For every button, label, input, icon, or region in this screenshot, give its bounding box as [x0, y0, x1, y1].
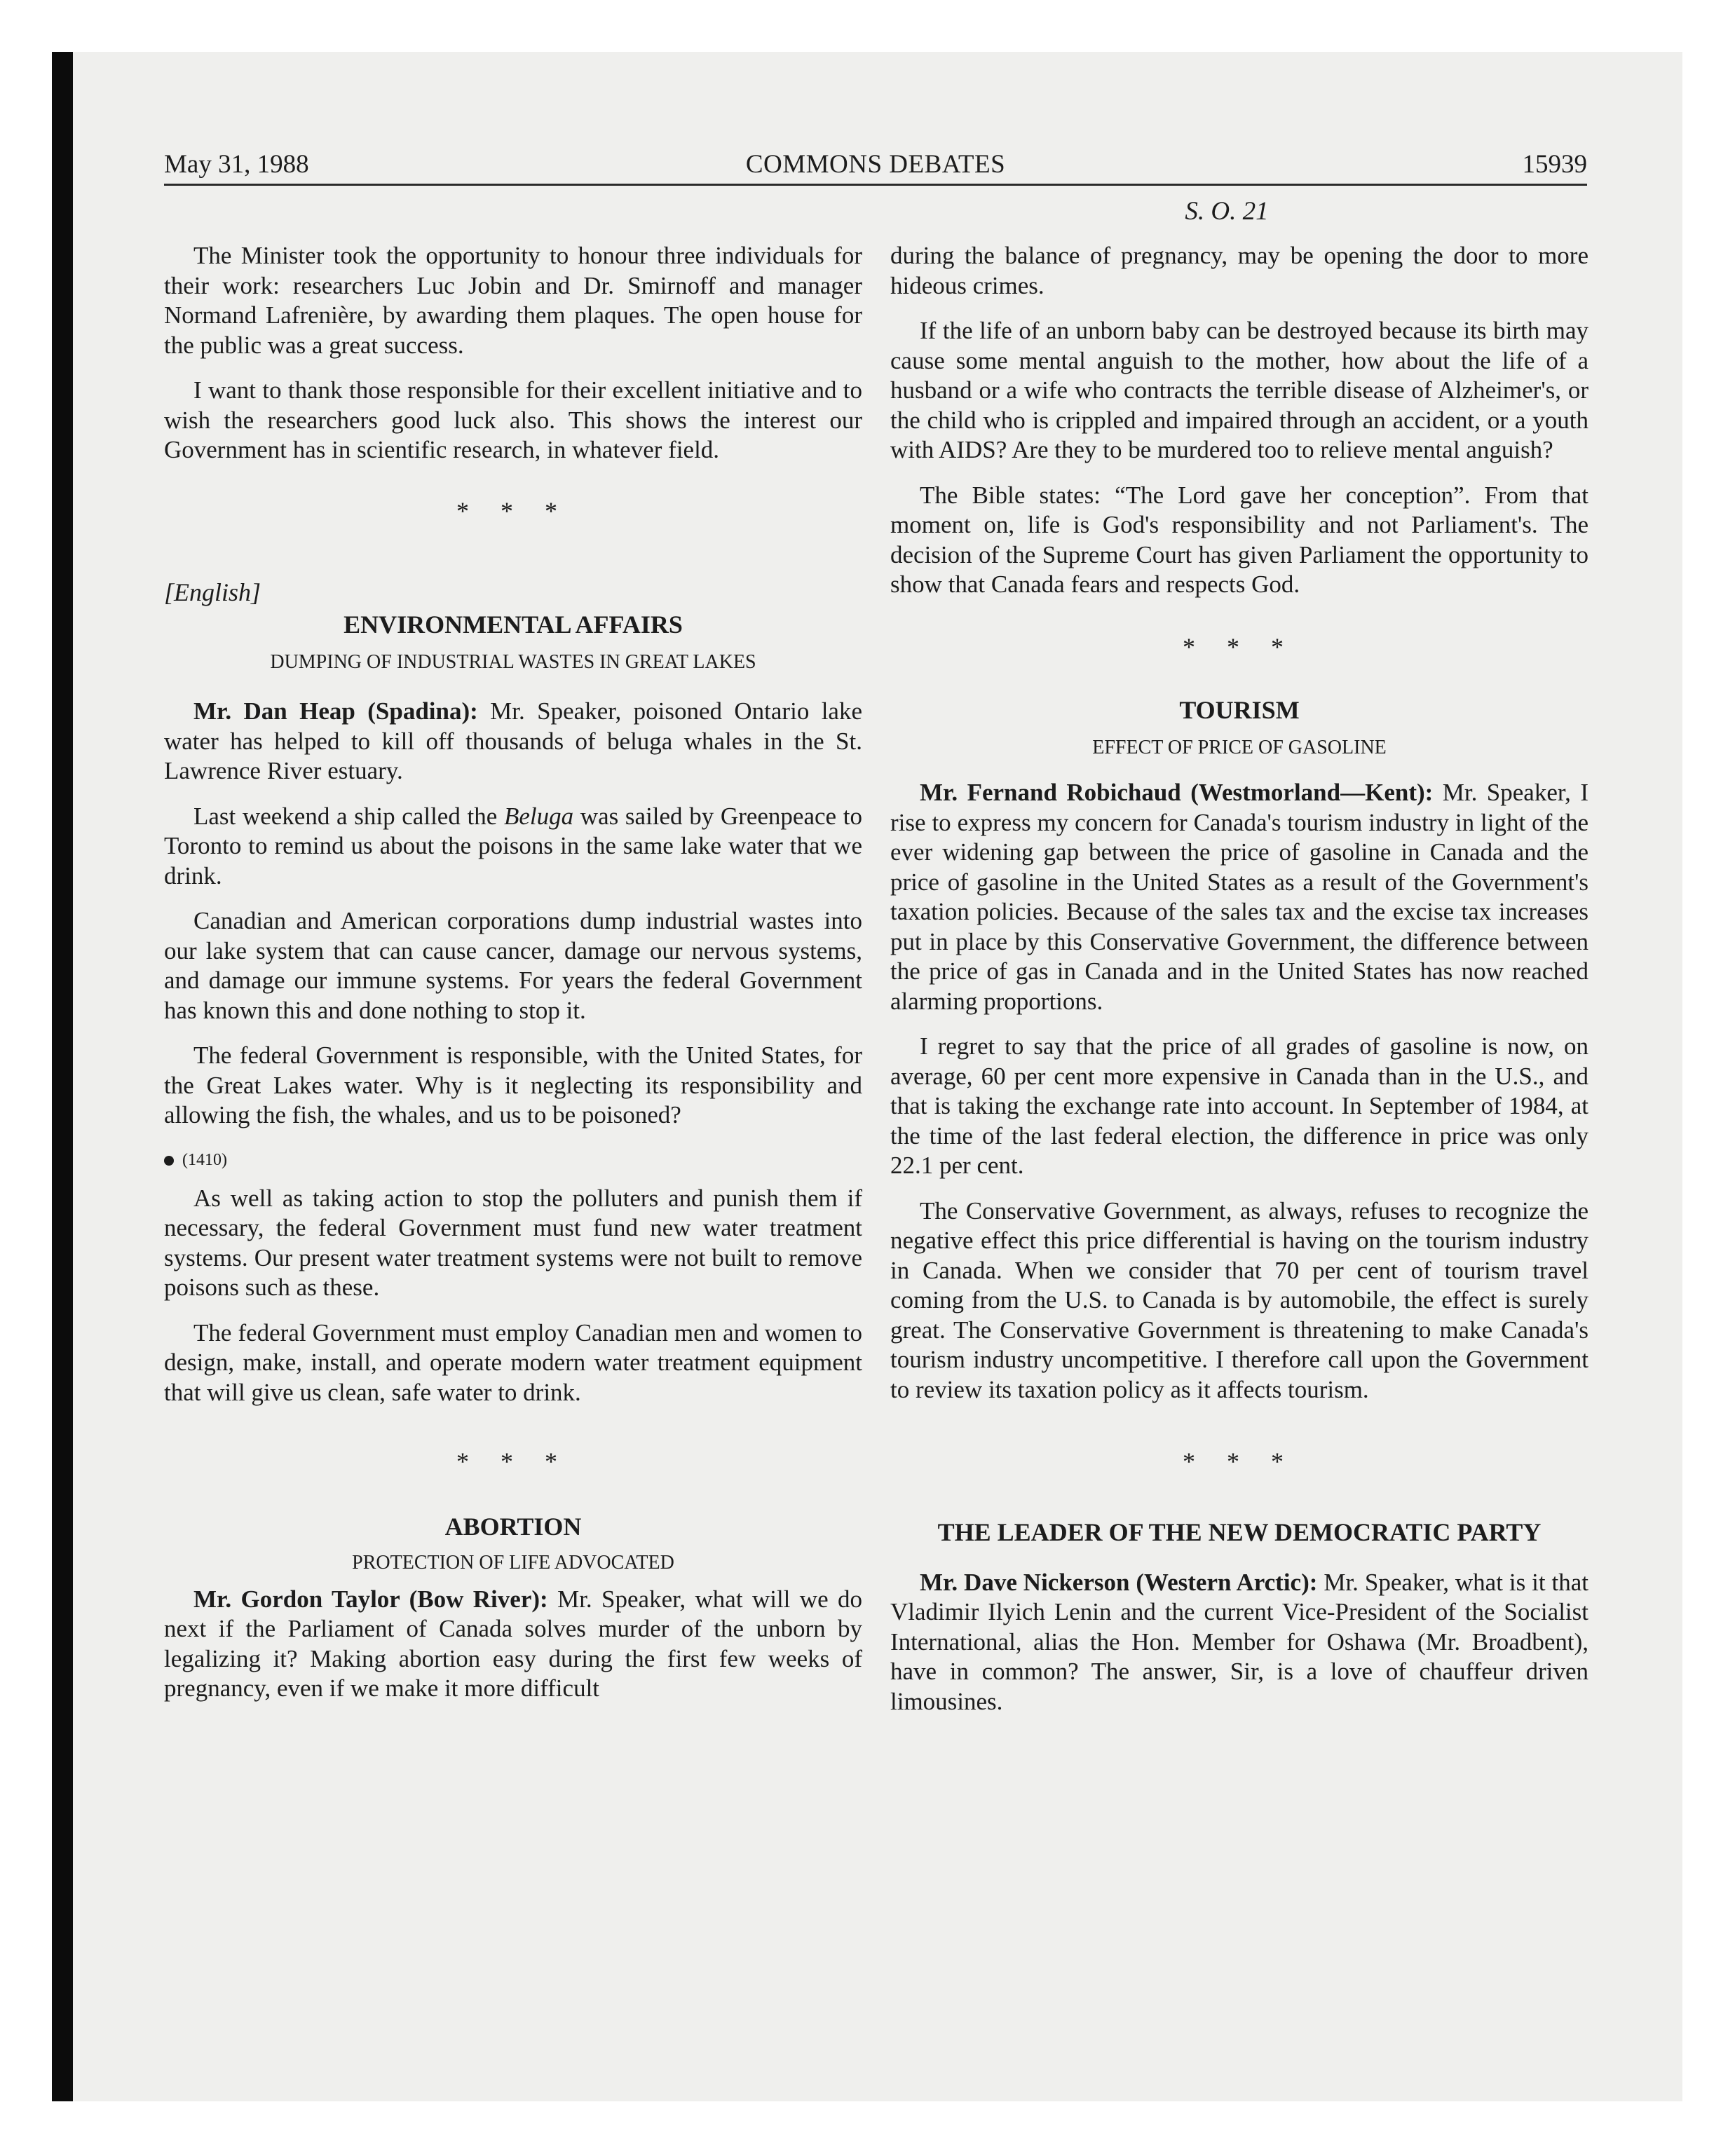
section-separator: * * * — [1183, 1447, 1296, 1475]
speaker-name: Mr. Dan Heap (Spadina): — [193, 697, 478, 725]
paragraph: I want to thank those responsible for their excellent initiative and to wish the researchers good luck also. This shows the interest our Government has in scientific research, in whatever field. — [164, 376, 862, 463]
section-marker: S. O. 21 — [1185, 197, 1269, 226]
left-column — [164, 241, 862, 1719]
section-subheading-protection: PROTECTION OF LIFE ADVOCATED — [352, 1551, 674, 1574]
section-heading-environment: ENVIRONMENTAL AFFAIRS — [343, 610, 683, 639]
binding-edge — [52, 52, 73, 2101]
paragraph: The Conservative Government, as always, refuses to recognize the negative effect this price differential is having on the tourism industry in Canada. When we consider that 70 per cent of tourism travel coming from the U.S. to Canada is by automobile, the effect is surely great. The Conservative Government is threatening to make Canada's tourism industry uncompetitive. I therefore call upon the Government to review its taxation policy as it affects tourism. — [890, 1196, 1588, 1403]
time-marker-label: (1410) — [182, 1150, 227, 1169]
speech-text: Mr. Speaker, what will we do next if the Parliament of Canada solves murder of the unborn by legalizing it? Making abortion easy during the first few weeks of pregnancy, even if we make it more difficult — [164, 1585, 863, 1702]
paragraph: If the life of an unborn baby can be destroyed because its birth may cause some mental anguish to the mother, how about the life of a husband or a wife who contracts the terrible disease of Alzheimer's, or the child who is crippled and impaired through an accident, or a youth with AIDS? Are they to be murdered too to relieve mental anguish? — [890, 317, 1588, 463]
time-marker — [164, 1146, 862, 1174]
speech-text: Mr. Speaker, I rise to express my concern for Canada's tourism industry in light of the ever widening gap between the price of gasoline in Canada and the price of gasoline in the United States as a result of the Government's taxation policies. Because of the sales tax and the excise tax increases put in place by this Conservative Government, the difference between the price of gas in Canada and in the United States has now reached alarming proportions. — [890, 779, 1588, 1015]
paragraph: The Bible states: “The Lord gave her conception”. From that moment on, life is God's responsibility and not Parliament's. The decision of the Supreme Court has given Parliament the opportunity to show that Canada fears and respects God. — [890, 481, 1588, 598]
ship-name: Beluga — [503, 802, 574, 830]
header-publication: COMMONS DEBATES — [745, 150, 1006, 179]
speech-paragraph — [164, 1585, 862, 1704]
speech-text: Mr. Speaker, poisoned Ontario lake water has helped to kill off thousands of beluga whales in the St. Lawrence River estuary. — [164, 697, 862, 784]
paragraph: The federal Government is responsible, with the United States, for the Great Lakes water. Why is it neglecting its responsibility and allowing the fish, the whales, and us to be poisoned? — [164, 1042, 862, 1128]
bullet-icon — [164, 1156, 174, 1166]
paragraph: Canadian and American corporations dump industrial wastes into our lake system that can cause cancer, damage our nervous systems, and damage our immune systems. For years the federal Government has known this and done nothing to stop it. — [164, 907, 862, 1024]
paragraph: The Minister took the opportunity to honour three individuals for their work: researchers Luc Jobin and Dr. Smirnoff and manager Normand Lafrenière, by awarding them plaques. The open house for the public was a great success. — [164, 242, 862, 359]
section-heading-tourism: TOURISM — [1179, 696, 1300, 724]
section-heading-abortion: ABORTION — [444, 1512, 582, 1541]
paragraph-continued: during the balance of pregnancy, may be opening the door to more hideous crimes. — [890, 242, 1588, 299]
section-separator: * * * — [456, 496, 570, 525]
right-column — [890, 241, 1588, 1732]
page-header — [164, 146, 1587, 186]
header-page-number: 15939 — [1522, 150, 1587, 179]
section-heading-ndp-leader: THE LEADER OF THE NEW DEMOCRATIC PARTY — [937, 1517, 1542, 1546]
text-segment: Last weekend a ship called the — [193, 802, 504, 830]
speaker-name: Mr. Fernand Robichaud (Westmorland—Kent): — [920, 779, 1434, 806]
section-separator: * * * — [456, 1447, 570, 1475]
paragraph: I regret to say that the price of all grades of gasoline is now, on average, 60 per cent more expensive in Canada than in the U.S., and that is taking the exchange rate into account. In September of 1984, at the time of the last federal election, the difference in price was only 22.1 per cent. — [890, 1032, 1588, 1179]
speech-paragraph — [890, 778, 1588, 1016]
header-date: May 31, 1988 — [164, 150, 309, 179]
section-subheading-dumping: DUMPING OF INDUSTRIAL WASTES IN GREAT LAKES — [270, 651, 756, 673]
paragraph: The federal Government must employ Canadian men and women to design, make, install, and operate modern water treatment equipment that will give us clean, safe water to drink. — [164, 1318, 862, 1406]
speaker-name: Mr. Dave Nickerson (Western Arctic): — [920, 1568, 1318, 1596]
paragraph — [164, 802, 862, 892]
section-subheading-gasoline: EFFECT OF PRICE OF GASOLINE — [1092, 737, 1387, 758]
speech-paragraph — [890, 1568, 1588, 1717]
speech-paragraph — [164, 697, 862, 786]
speech-text: Mr. Speaker, what is it that Vladimir Ilyich Lenin and the current Vice-President of the Socialist International, alias the Hon. Member for Oshawa (Mr. Broadbent), have in common? The answer, Sir, is a love of chauffeur driven limousines. — [890, 1568, 1589, 1715]
paragraph: As well as taking action to stop the polluters and punish them if necessary, the federal Government must fund new water treatment systems. Our present water treatment systems were not built to remove poisons such as these. — [164, 1184, 862, 1301]
speaker-name: Mr. Gordon Taylor (Bow River): — [193, 1585, 548, 1613]
section-separator: * * * — [1183, 632, 1296, 661]
text-segment: was sailed by Greenpeace to Toronto to remind us about the poisons in the same lake water that we drink. — [164, 802, 862, 889]
language-tag: [English] — [164, 578, 261, 606]
